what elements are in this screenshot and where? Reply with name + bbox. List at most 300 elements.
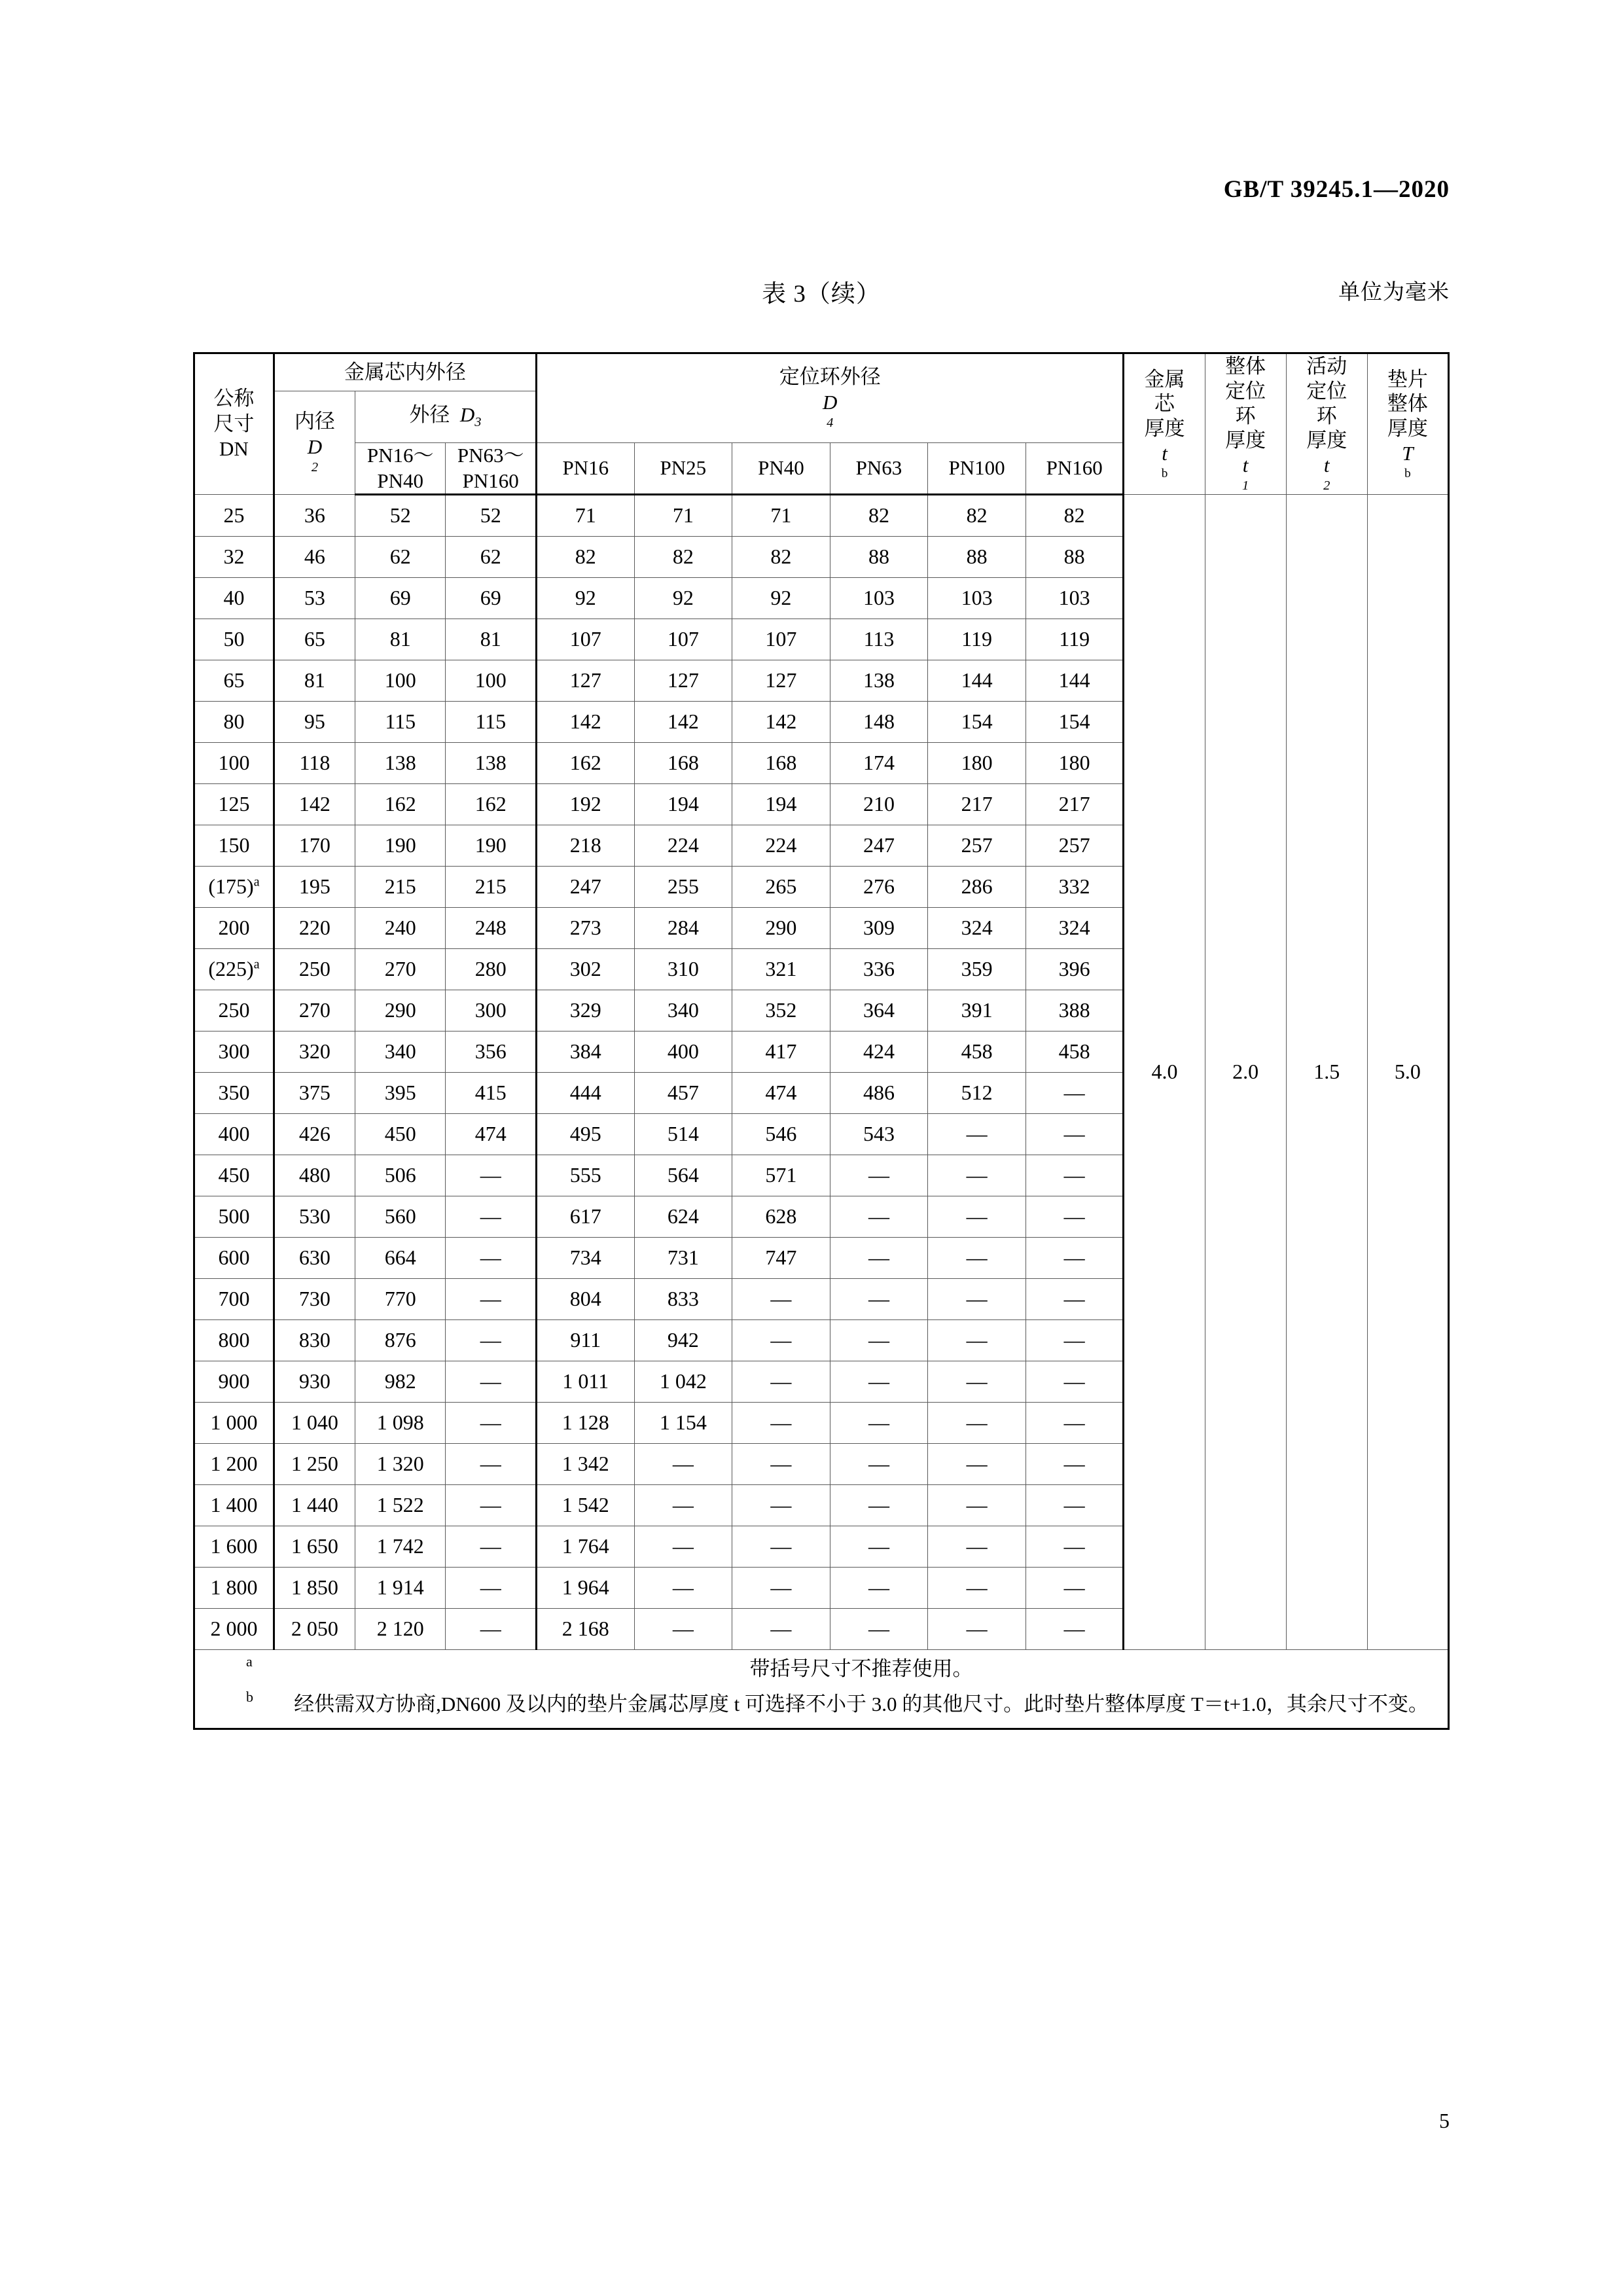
header-d3-pn-a-l1: PN16～ bbox=[366, 444, 434, 467]
cell-d4-pn63: — bbox=[830, 1238, 928, 1279]
header-d4-pn40: PN40 bbox=[732, 443, 830, 495]
header-core-thickness bbox=[1124, 353, 1205, 495]
cell-d4-pn63: — bbox=[830, 1444, 928, 1485]
cell-d4-pn16: 1 128 bbox=[536, 1403, 634, 1444]
cell-dn: 1 800 bbox=[194, 1568, 274, 1609]
cell-d4-pn40: 107 bbox=[732, 619, 830, 660]
cell-d4-pn63: 309 bbox=[830, 908, 928, 949]
cell-d4-pn25: 942 bbox=[634, 1320, 732, 1361]
cell-d4-pn160: 324 bbox=[1026, 908, 1124, 949]
cell-d4-pn16: 218 bbox=[536, 825, 634, 867]
cell-d3-pn63-pn160: 62 bbox=[446, 537, 537, 578]
cell-d4-pn16: 804 bbox=[536, 1279, 634, 1320]
cell-d4-pn16: 444 bbox=[536, 1073, 634, 1114]
cell-d4-pn40: 290 bbox=[732, 908, 830, 949]
header-loose-ring-l1: 活动 bbox=[1306, 355, 1347, 378]
cell-d3-pn63-pn160: — bbox=[446, 1196, 537, 1238]
cell-d4-pn63: — bbox=[830, 1320, 928, 1361]
cell-dn: 65 bbox=[194, 660, 274, 702]
footnote-cell bbox=[194, 1650, 1449, 1729]
cell-d4-pn160: 154 bbox=[1026, 702, 1124, 743]
cell-d4-pn63: 82 bbox=[830, 495, 928, 537]
cell-d4-pn40: — bbox=[732, 1403, 830, 1444]
cell-d4-pn63: — bbox=[830, 1403, 928, 1444]
header-d4-pn25: PN25 bbox=[634, 443, 732, 495]
header-gasket-total-sym: T b bbox=[1402, 442, 1414, 480]
cell-d3-pn63-pn160: — bbox=[446, 1485, 537, 1526]
cell-d4-pn25: 564 bbox=[634, 1155, 732, 1196]
cell-d4-pn100: — bbox=[928, 1526, 1026, 1568]
cell-d3-pn63-pn160: 415 bbox=[446, 1073, 537, 1114]
cell-d4-pn25: — bbox=[634, 1444, 732, 1485]
cell-d4-pn40: 142 bbox=[732, 702, 830, 743]
cell-d4-pn100: 257 bbox=[928, 825, 1026, 867]
cell-d2: 220 bbox=[274, 908, 355, 949]
cell-d4-pn100: 217 bbox=[928, 784, 1026, 825]
header-dn-line1: 公称 bbox=[213, 387, 255, 410]
cell-dn: 250 bbox=[194, 990, 274, 1031]
cell-d3-pn16-pn40: 81 bbox=[355, 619, 446, 660]
cell-d4-pn100: — bbox=[928, 1403, 1026, 1444]
cell-d4-pn160: — bbox=[1026, 1073, 1124, 1114]
header-fixed-ring-thickness bbox=[1205, 353, 1286, 495]
cell-d2: 480 bbox=[274, 1155, 355, 1196]
header-ring-group-symbol: D 4 bbox=[823, 390, 838, 431]
cell-d3-pn63-pn160: 190 bbox=[446, 825, 537, 867]
cell-d3-pn63-pn160: 215 bbox=[446, 867, 537, 908]
cell-d4-pn100: 391 bbox=[928, 990, 1026, 1031]
cell-dn: 800 bbox=[194, 1320, 274, 1361]
header-core-group: 金属芯内外径 bbox=[274, 353, 536, 391]
cell-d4-pn160: 82 bbox=[1026, 495, 1124, 537]
cell-d4-pn100: — bbox=[928, 1444, 1026, 1485]
cell-d4-pn25: 127 bbox=[634, 660, 732, 702]
cell-d4-pn16: 2 168 bbox=[536, 1609, 634, 1650]
cell-d4-pn16: 1 011 bbox=[536, 1361, 634, 1403]
cell-d2: 1 440 bbox=[274, 1485, 355, 1526]
header-core-thickness-l1: 金属 bbox=[1144, 367, 1185, 391]
header-core-thickness-sym: t b bbox=[1161, 442, 1168, 480]
cell-d4-pn100: 82 bbox=[928, 495, 1026, 537]
cell-d4-pn160: — bbox=[1026, 1485, 1124, 1526]
cell-d4-pn16: 192 bbox=[536, 784, 634, 825]
cell-d4-pn160: 458 bbox=[1026, 1031, 1124, 1073]
header-outer-diameter-symbol: $D_3$ bbox=[459, 403, 482, 430]
cell-dn: 125 bbox=[194, 784, 274, 825]
header-dn-line2: 尺寸 bbox=[213, 412, 255, 435]
header-inner-diameter bbox=[274, 391, 355, 495]
table-footnotes bbox=[194, 1650, 1449, 1729]
cell-d4-pn25: — bbox=[634, 1526, 732, 1568]
gasket-dimensions-table bbox=[193, 352, 1450, 1730]
cell-d4-pn25: 1 154 bbox=[634, 1403, 732, 1444]
cell-d4-pn160: 217 bbox=[1026, 784, 1124, 825]
header-inner-diameter-symbol: D 2 bbox=[307, 435, 323, 475]
cell-d4-pn40: 265 bbox=[732, 867, 830, 908]
cell-dn: 32 bbox=[194, 537, 274, 578]
header-loose-ring-l2: 定位 bbox=[1306, 379, 1347, 403]
cell-d4-pn25: 340 bbox=[634, 990, 732, 1031]
cell-d4-pn25: 514 bbox=[634, 1114, 732, 1155]
cell-dn: 450 bbox=[194, 1155, 274, 1196]
cell-dn: 50 bbox=[194, 619, 274, 660]
cell-d2: 530 bbox=[274, 1196, 355, 1238]
cell-d3-pn63-pn160: — bbox=[446, 1320, 537, 1361]
header-gasket-total-l3: 厚度 bbox=[1387, 417, 1428, 440]
header-outer-diameter-label: 外径 bbox=[409, 403, 450, 427]
cell-d4-pn100: — bbox=[928, 1196, 1026, 1238]
cell-d4-pn25: 92 bbox=[634, 578, 732, 619]
cell-d4-pn40: — bbox=[732, 1320, 830, 1361]
cell-dn: 350 bbox=[194, 1073, 274, 1114]
cell-d4-pn63: — bbox=[830, 1279, 928, 1320]
cell-d4-pn100: — bbox=[928, 1114, 1026, 1155]
header-gasket-total-thickness bbox=[1367, 353, 1448, 495]
cell-d4-pn160: — bbox=[1026, 1196, 1124, 1238]
header-gasket-total-l1: 垫片 bbox=[1387, 367, 1428, 391]
cell-d2: 65 bbox=[274, 619, 355, 660]
cell-d4-pn100: 103 bbox=[928, 578, 1026, 619]
cell-d4-pn63: 88 bbox=[830, 537, 928, 578]
cell-dn: 400 bbox=[194, 1114, 274, 1155]
cell-d4-pn16: 911 bbox=[536, 1320, 634, 1361]
header-d4-pn100: PN100 bbox=[928, 443, 1026, 495]
cell-d4-pn63: 543 bbox=[830, 1114, 928, 1155]
cell-d4-pn100: 458 bbox=[928, 1031, 1026, 1073]
cell-d4-pn63: 486 bbox=[830, 1073, 928, 1114]
cell-dn: 1 000 bbox=[194, 1403, 274, 1444]
cell-d4-pn40: — bbox=[732, 1485, 830, 1526]
cell-dn: $(175)^a$ bbox=[194, 867, 274, 908]
cell-d2: 1 040 bbox=[274, 1403, 355, 1444]
cell-d3-pn16-pn40: 215 bbox=[355, 867, 446, 908]
cell-d4-pn16: 82 bbox=[536, 537, 634, 578]
cell-d4-pn100: 180 bbox=[928, 743, 1026, 784]
cell-d3-pn16-pn40: 1 320 bbox=[355, 1444, 446, 1485]
cell-d4-pn100: — bbox=[928, 1238, 1026, 1279]
cell-d4-pn25: — bbox=[634, 1609, 732, 1650]
cell-d3-pn63-pn160: 280 bbox=[446, 949, 537, 990]
cell-d4-pn160: — bbox=[1026, 1114, 1124, 1155]
header-fixed-ring-l3: 环 bbox=[1235, 404, 1256, 427]
cell-dn: 150 bbox=[194, 825, 274, 867]
cell-d4-pn16: 329 bbox=[536, 990, 634, 1031]
cell-d4-pn16: 107 bbox=[536, 619, 634, 660]
cell-d4-pn25: 624 bbox=[634, 1196, 732, 1238]
cell-d4-pn160: 144 bbox=[1026, 660, 1124, 702]
cell-d4-pn16: 1 542 bbox=[536, 1485, 634, 1526]
cell-d4-pn160: — bbox=[1026, 1609, 1124, 1650]
header-outer-diameter-pn16-pn40 bbox=[355, 443, 446, 495]
cell-d4-pn40: 82 bbox=[732, 537, 830, 578]
cell-d4-pn25: 107 bbox=[634, 619, 732, 660]
cell-dn: 500 bbox=[194, 1196, 274, 1238]
cell-d2: 730 bbox=[274, 1279, 355, 1320]
header-ring-group-label: 定位环外径 bbox=[779, 365, 881, 389]
cell-d4-pn63: — bbox=[830, 1609, 928, 1650]
cell-d4-pn25: 168 bbox=[634, 743, 732, 784]
cell-d4-pn16: 302 bbox=[536, 949, 634, 990]
cell-d4-pn160: 388 bbox=[1026, 990, 1124, 1031]
cell-d4-pn160: — bbox=[1026, 1361, 1124, 1403]
cell-d4-pn63: — bbox=[830, 1361, 928, 1403]
cell-d4-pn160: 103 bbox=[1026, 578, 1124, 619]
cell-d4-pn40: 168 bbox=[732, 743, 830, 784]
cell-d3-pn16-pn40: 52 bbox=[355, 495, 446, 537]
cell-d4-pn25: 224 bbox=[634, 825, 732, 867]
table-caption-row bbox=[193, 274, 1450, 313]
cell-d3-pn63-pn160: — bbox=[446, 1155, 537, 1196]
cell-d4-pn16: 127 bbox=[536, 660, 634, 702]
cell-d2: 81 bbox=[274, 660, 355, 702]
cell-dn: 2 000 bbox=[194, 1609, 274, 1650]
cell-d3-pn63-pn160: 162 bbox=[446, 784, 537, 825]
cell-d4-pn160: — bbox=[1026, 1320, 1124, 1361]
footnote-marker: b bbox=[246, 1689, 253, 1706]
cell-d4-pn160: — bbox=[1026, 1403, 1124, 1444]
cell-d3-pn16-pn40: 560 bbox=[355, 1196, 446, 1238]
header-fixed-ring-sym: t 1 bbox=[1242, 454, 1249, 493]
cell-d4-pn25: — bbox=[634, 1568, 732, 1609]
cell-d3-pn16-pn40: 1 098 bbox=[355, 1403, 446, 1444]
cell-dn: 1 400 bbox=[194, 1485, 274, 1526]
cell-d3-pn63-pn160: — bbox=[446, 1403, 537, 1444]
header-d4-pn63: PN63 bbox=[830, 443, 928, 495]
cell-d4-pn16: 384 bbox=[536, 1031, 634, 1073]
cell-d2: 1 650 bbox=[274, 1526, 355, 1568]
cell-d4-pn16: 142 bbox=[536, 702, 634, 743]
cell-d4-pn160: 88 bbox=[1026, 537, 1124, 578]
cell-d3-pn16-pn40: 1 742 bbox=[355, 1526, 446, 1568]
cell-d4-pn16: 92 bbox=[536, 578, 634, 619]
cell-d4-pn63: — bbox=[830, 1526, 928, 1568]
cell-d4-pn40: 321 bbox=[732, 949, 830, 990]
cell-d3-pn16-pn40: 770 bbox=[355, 1279, 446, 1320]
cell-d2: 2 050 bbox=[274, 1609, 355, 1650]
cell-d2: 250 bbox=[274, 949, 355, 990]
cell-d4-pn63: — bbox=[830, 1485, 928, 1526]
cell-d2: 36 bbox=[274, 495, 355, 537]
cell-d3-pn16-pn40: 1 914 bbox=[355, 1568, 446, 1609]
cell-d2: 426 bbox=[274, 1114, 355, 1155]
cell-d4-pn40: — bbox=[732, 1526, 830, 1568]
header-gasket-total-l2: 整体 bbox=[1387, 392, 1428, 416]
cell-d4-pn16: 1 964 bbox=[536, 1568, 634, 1609]
cell-d4-pn63: 364 bbox=[830, 990, 928, 1031]
cell-d4-pn63: 424 bbox=[830, 1031, 928, 1073]
cell-d4-pn16: 273 bbox=[536, 908, 634, 949]
cell-dn: 25 bbox=[194, 495, 274, 537]
cell-d4-pn63: 336 bbox=[830, 949, 928, 990]
header-loose-ring-l3: 环 bbox=[1316, 404, 1337, 427]
footnote-marker: a bbox=[246, 1653, 253, 1670]
cell-d4-pn160: — bbox=[1026, 1238, 1124, 1279]
cell-d4-pn63: 276 bbox=[830, 867, 928, 908]
cell-d4-pn100: 119 bbox=[928, 619, 1026, 660]
cell-d4-pn63: 113 bbox=[830, 619, 928, 660]
cell-d4-pn16: 555 bbox=[536, 1155, 634, 1196]
cell-d3-pn63-pn160: 115 bbox=[446, 702, 537, 743]
cell-d4-pn100: 88 bbox=[928, 537, 1026, 578]
cell-d4-pn25: 71 bbox=[634, 495, 732, 537]
cell-dn: 900 bbox=[194, 1361, 274, 1403]
running-header-standard-code: GB/T 39245.1—2020 bbox=[1223, 176, 1450, 203]
cell-d3-pn63-pn160: — bbox=[446, 1609, 537, 1650]
cell-d4-pn160: — bbox=[1026, 1568, 1124, 1609]
cell-d4-pn25: 400 bbox=[634, 1031, 732, 1073]
cell-d4-pn63: 138 bbox=[830, 660, 928, 702]
cell-gasket-total-thickness: 5.0 bbox=[1367, 495, 1448, 1650]
cell-dn: 1 600 bbox=[194, 1526, 274, 1568]
cell-d4-pn160: — bbox=[1026, 1155, 1124, 1196]
header-loose-ring-l4: 厚度 bbox=[1306, 429, 1347, 452]
header-d3-pn-a-l2: PN40 bbox=[377, 469, 424, 492]
cell-d4-pn100: 286 bbox=[928, 867, 1026, 908]
cell-d3-pn63-pn160: — bbox=[446, 1279, 537, 1320]
cell-dn: 40 bbox=[194, 578, 274, 619]
header-fixed-ring-l2: 定位 bbox=[1225, 379, 1266, 403]
cell-d3-pn16-pn40: 506 bbox=[355, 1155, 446, 1196]
cell-d2: 195 bbox=[274, 867, 355, 908]
cell-d4-pn16: 617 bbox=[536, 1196, 634, 1238]
cell-dn: 1 200 bbox=[194, 1444, 274, 1485]
header-dn-line3: DN bbox=[219, 437, 249, 461]
cell-d3-pn16-pn40: 664 bbox=[355, 1238, 446, 1279]
header-core-thickness-l3: 厚度 bbox=[1144, 417, 1185, 440]
cell-d4-pn100: — bbox=[928, 1279, 1026, 1320]
cell-d3-pn63-pn160: 69 bbox=[446, 578, 537, 619]
cell-d3-pn16-pn40: 100 bbox=[355, 660, 446, 702]
cell-d4-pn40: 224 bbox=[732, 825, 830, 867]
cell-d4-pn100: — bbox=[928, 1609, 1026, 1650]
cell-d4-pn40: 546 bbox=[732, 1114, 830, 1155]
cell-d3-pn16-pn40: 69 bbox=[355, 578, 446, 619]
cell-d4-pn63: — bbox=[830, 1155, 928, 1196]
cell-d4-pn16: 495 bbox=[536, 1114, 634, 1155]
cell-d4-pn16: 247 bbox=[536, 867, 634, 908]
cell-d3-pn16-pn40: 395 bbox=[355, 1073, 446, 1114]
cell-d4-pn100: 359 bbox=[928, 949, 1026, 990]
cell-d4-pn160: 180 bbox=[1026, 743, 1124, 784]
cell-dn: 700 bbox=[194, 1279, 274, 1320]
cell-d3-pn63-pn160: 248 bbox=[446, 908, 537, 949]
header-loose-ring-thickness bbox=[1286, 353, 1367, 495]
header-d3-pn-b-l1: PN63～ bbox=[457, 444, 524, 467]
cell-d4-pn160: 119 bbox=[1026, 619, 1124, 660]
cell-d4-pn100: — bbox=[928, 1485, 1026, 1526]
cell-dn: 200 bbox=[194, 908, 274, 949]
cell-d4-pn63: 247 bbox=[830, 825, 928, 867]
cell-d4-pn40: 571 bbox=[732, 1155, 830, 1196]
cell-d3-pn63-pn160: 474 bbox=[446, 1114, 537, 1155]
cell-d3-pn16-pn40: 1 522 bbox=[355, 1485, 446, 1526]
cell-d4-pn100: — bbox=[928, 1568, 1026, 1609]
cell-d4-pn100: 144 bbox=[928, 660, 1026, 702]
cell-d4-pn40: 71 bbox=[732, 495, 830, 537]
cell-d3-pn63-pn160: 356 bbox=[446, 1031, 537, 1073]
cell-d3-pn16-pn40: 240 bbox=[355, 908, 446, 949]
cell-dn: $(225)^a$ bbox=[194, 949, 274, 990]
cell-d2: 375 bbox=[274, 1073, 355, 1114]
cell-d3-pn16-pn40: 290 bbox=[355, 990, 446, 1031]
header-dn bbox=[194, 353, 274, 495]
cell-d3-pn63-pn160: — bbox=[446, 1444, 537, 1485]
cell-d2: 118 bbox=[274, 743, 355, 784]
cell-core-thickness: 4.0 bbox=[1124, 495, 1205, 1650]
header-outer-diameter bbox=[355, 391, 536, 443]
cell-loose-ring-thickness: 1.5 bbox=[1286, 495, 1367, 1650]
cell-d3-pn16-pn40: 62 bbox=[355, 537, 446, 578]
cell-d4-pn160: — bbox=[1026, 1279, 1124, 1320]
cell-d4-pn25: 194 bbox=[634, 784, 732, 825]
cell-d4-pn160: — bbox=[1026, 1526, 1124, 1568]
cell-d4-pn25: 457 bbox=[634, 1073, 732, 1114]
header-fixed-ring-l4: 厚度 bbox=[1225, 429, 1266, 452]
header-inner-diameter-label: 内径 bbox=[294, 410, 335, 433]
cell-d3-pn16-pn40: 270 bbox=[355, 949, 446, 990]
cell-d4-pn160: — bbox=[1026, 1444, 1124, 1485]
cell-d3-pn16-pn40: 876 bbox=[355, 1320, 446, 1361]
cell-d2: 930 bbox=[274, 1361, 355, 1403]
header-d4-pn16: PN16 bbox=[536, 443, 634, 495]
cell-d2: 142 bbox=[274, 784, 355, 825]
cell-d3-pn63-pn160: 300 bbox=[446, 990, 537, 1031]
cell-d4-pn160: 332 bbox=[1026, 867, 1124, 908]
cell-d3-pn63-pn160: — bbox=[446, 1361, 537, 1403]
cell-d4-pn100: 512 bbox=[928, 1073, 1026, 1114]
cell-d2: 46 bbox=[274, 537, 355, 578]
cell-d2: 320 bbox=[274, 1031, 355, 1073]
cell-d2: 630 bbox=[274, 1238, 355, 1279]
cell-d4-pn16: 734 bbox=[536, 1238, 634, 1279]
cell-d4-pn63: — bbox=[830, 1568, 928, 1609]
footnote-text: 带括号尺寸不推荐使用。 bbox=[749, 1657, 973, 1680]
cell-d3-pn16-pn40: 162 bbox=[355, 784, 446, 825]
cell-d4-pn63: 103 bbox=[830, 578, 928, 619]
cell-d4-pn100: — bbox=[928, 1155, 1026, 1196]
cell-d4-pn40: 628 bbox=[732, 1196, 830, 1238]
cell-d3-pn63-pn160: 138 bbox=[446, 743, 537, 784]
cell-d4-pn16: 1 342 bbox=[536, 1444, 634, 1485]
table-row bbox=[194, 495, 1449, 537]
cell-d3-pn63-pn160: 52 bbox=[446, 495, 537, 537]
cell-d3-pn63-pn160: 100 bbox=[446, 660, 537, 702]
cell-d4-pn40: 474 bbox=[732, 1073, 830, 1114]
cell-d2: 1 250 bbox=[274, 1444, 355, 1485]
cell-d4-pn16: 1 764 bbox=[536, 1526, 634, 1568]
cell-d3-pn16-pn40: 115 bbox=[355, 702, 446, 743]
cell-d4-pn100: 154 bbox=[928, 702, 1026, 743]
cell-d4-pn160: 257 bbox=[1026, 825, 1124, 867]
cell-d4-pn40: — bbox=[732, 1568, 830, 1609]
cell-d4-pn40: — bbox=[732, 1279, 830, 1320]
cell-d4-pn40: 747 bbox=[732, 1238, 830, 1279]
header-loose-ring-sym: t 2 bbox=[1323, 454, 1330, 493]
header-d3-pn-b-l2: PN160 bbox=[462, 469, 519, 492]
header-outer-diameter-pn63-pn160 bbox=[446, 443, 537, 495]
cell-d4-pn25: 833 bbox=[634, 1279, 732, 1320]
cell-d3-pn63-pn160: — bbox=[446, 1526, 537, 1568]
header-ring-group bbox=[536, 353, 1124, 443]
cell-d2: 95 bbox=[274, 702, 355, 743]
cell-d3-pn63-pn160: — bbox=[446, 1238, 537, 1279]
table-body bbox=[194, 495, 1449, 1650]
cell-d4-pn40: — bbox=[732, 1444, 830, 1485]
cell-d3-pn16-pn40: 982 bbox=[355, 1361, 446, 1403]
cell-d4-pn25: 310 bbox=[634, 949, 732, 990]
cell-d4-pn63: 148 bbox=[830, 702, 928, 743]
table-header bbox=[194, 353, 1449, 495]
